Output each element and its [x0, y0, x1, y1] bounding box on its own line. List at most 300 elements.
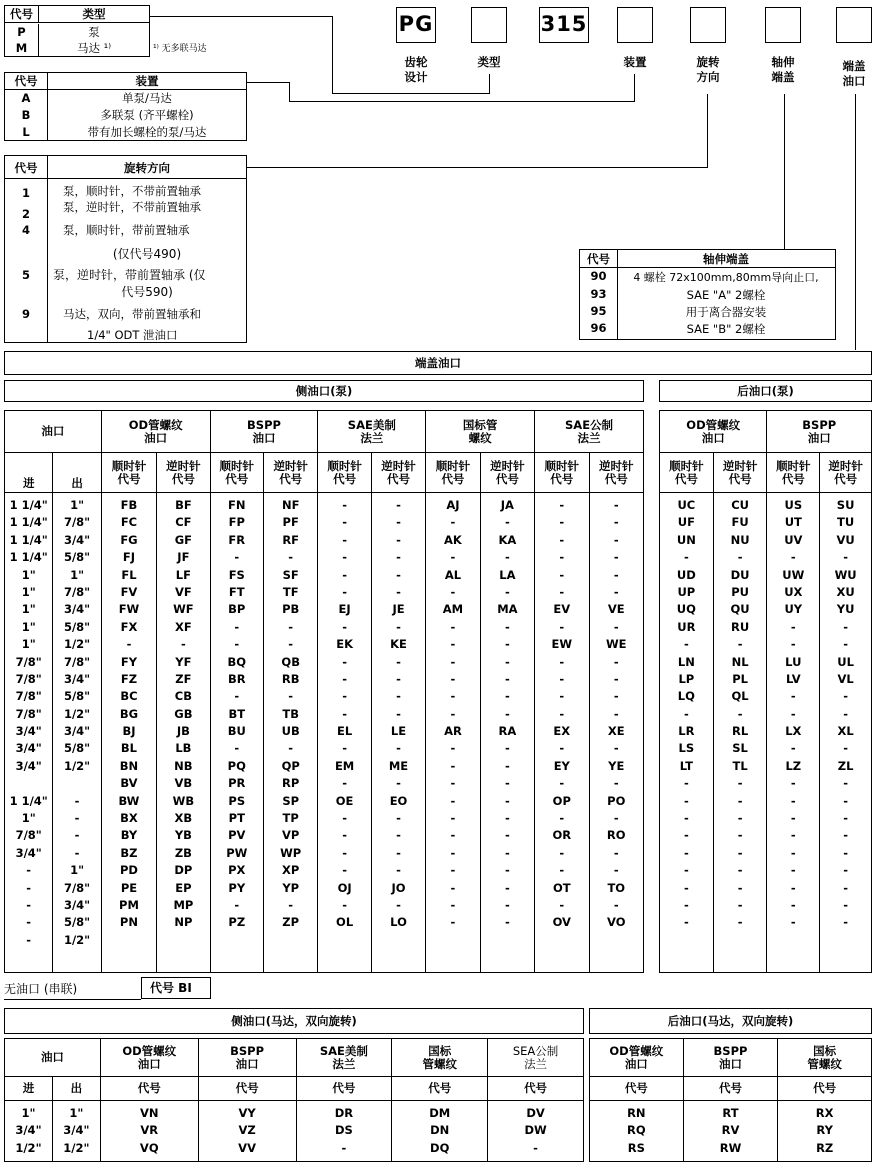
- table-cell: FV: [120, 584, 138, 599]
- rotation-table-code-header: 代号: [14, 161, 38, 175]
- table-cell: LZ: [785, 758, 802, 773]
- shaft-name: SAE "B" 2螺栓: [686, 322, 766, 336]
- table-cell: NL: [731, 654, 749, 669]
- side-port-banner: 侧油口(泵): [4, 380, 644, 402]
- table-cell: -: [450, 741, 456, 756]
- table-cell: -: [26, 915, 32, 930]
- table-cell: -: [342, 550, 347, 565]
- table-cell: PD: [119, 863, 138, 878]
- table-cell: PB: [282, 602, 300, 617]
- table-cell: DM: [429, 1106, 451, 1120]
- pump-col-sae-ccw: [371, 493, 425, 973]
- table-cell: -: [504, 637, 510, 652]
- device-table-name-header: 装置: [48, 73, 247, 90]
- table-cell: ME: [388, 758, 409, 773]
- table-cell: RQ: [627, 1123, 646, 1138]
- ccw-header: 逆时针 代号: [713, 453, 767, 493]
- motor-col-sae: [296, 1101, 392, 1162]
- table-cell: UL: [837, 654, 854, 669]
- table-cell: ZB: [174, 845, 192, 860]
- device-table-code-header: 代号: [14, 74, 38, 88]
- group-header: SAE公制 法兰: [535, 411, 644, 453]
- rotation-desc-cont: (仅代号490): [112, 247, 182, 261]
- shaft-name: 用于离合器安装: [685, 305, 767, 319]
- table-cell: 1 1/4": [9, 793, 48, 808]
- table-cell: UQ: [676, 602, 696, 617]
- motor-group-header: BSPP 油口: [683, 1039, 778, 1077]
- table-cell: EW: [551, 637, 573, 652]
- port-cover-banner: 端盖油口: [4, 351, 872, 375]
- connector-line: [332, 16, 333, 94]
- table-cell: 1": [21, 619, 36, 634]
- table-cell: -: [559, 689, 565, 704]
- type-table: [4, 5, 150, 57]
- type-footnote: ¹⁾ 无多联马达: [153, 44, 207, 54]
- rotation-desc-cont: 1/4" ODT 泄油口: [87, 328, 178, 342]
- pump-col-od-ccw: [157, 493, 210, 973]
- table-cell: FU: [731, 515, 749, 530]
- table-cell: WF: [173, 602, 194, 617]
- type-name: 泵: [39, 24, 150, 40]
- table-cell: OR: [552, 828, 572, 843]
- table-cell: -: [683, 915, 689, 930]
- table-cell: -: [288, 550, 294, 565]
- table-cell: -: [683, 706, 689, 721]
- table-cell: -: [396, 584, 401, 599]
- table-cell: [264, 932, 317, 949]
- shaft-code: 96: [590, 321, 607, 335]
- table-cell: -: [737, 637, 743, 652]
- table-cell: XP: [282, 863, 300, 878]
- table-cell: -: [396, 550, 401, 565]
- table-cell: GF: [174, 532, 193, 547]
- table-cell: -: [737, 706, 743, 721]
- table-cell: -: [396, 828, 401, 843]
- table-cell: -: [342, 689, 347, 704]
- table-cell: QP: [281, 758, 300, 773]
- table-cell: FY: [120, 654, 138, 669]
- table-cell: EM: [334, 758, 355, 773]
- table-cell: -: [342, 567, 347, 582]
- table-cell: -: [613, 689, 619, 704]
- table-cell: -: [504, 828, 510, 843]
- table-cell: -: [234, 897, 240, 912]
- label-type: 类型: [477, 55, 501, 69]
- motor-rear-banner: 后油口(马达，双向旋转): [589, 1008, 872, 1034]
- table-cell: 3/4": [63, 532, 91, 547]
- table-cell: RY: [816, 1123, 833, 1138]
- table-cell: [53, 775, 100, 792]
- table-cell: DP: [174, 863, 193, 878]
- type-code: P: [17, 24, 26, 39]
- table-cell: LE: [390, 724, 407, 739]
- table-cell: 1": [21, 637, 36, 652]
- motor-in-header: 进: [5, 1077, 53, 1101]
- table-cell: JE: [392, 602, 405, 617]
- table-cell: 3/4": [15, 724, 42, 739]
- table-cell: -: [26, 897, 32, 912]
- table-cell: BG: [119, 706, 139, 721]
- table-cell: 3/4": [63, 671, 91, 686]
- table-cell: -: [613, 550, 619, 565]
- motor-port-header: 油口: [5, 1039, 101, 1077]
- table-cell: LX: [785, 724, 802, 739]
- table-cell: -: [342, 654, 347, 669]
- rotation-code: 1: [21, 186, 30, 200]
- table-cell: 1/2": [63, 1140, 90, 1155]
- table-cell: -: [559, 654, 565, 669]
- table-cell: -: [450, 758, 456, 773]
- connector-line: [289, 82, 290, 102]
- table-cell: -: [504, 811, 510, 826]
- table-cell: FB: [120, 498, 138, 512]
- no-port-code: 代号 BI: [141, 977, 211, 999]
- table-cell: VU: [836, 532, 855, 547]
- motor-code-header: 代号: [392, 1077, 488, 1101]
- motor-col-rear-gb: [778, 1101, 872, 1162]
- cw-header: 顺时针 代号: [210, 453, 263, 493]
- table-cell: XU: [836, 584, 855, 599]
- table-cell: 1/2": [63, 637, 91, 652]
- table-cell: LN: [677, 654, 695, 669]
- table-cell: -: [396, 671, 401, 686]
- cw-header: 顺时针 代号: [767, 453, 820, 493]
- label-rotation: 旋转 方向: [696, 55, 720, 84]
- table-cell: JF: [177, 550, 190, 565]
- table-cell: -: [450, 671, 456, 686]
- device-name: 带有加长螺栓的泵/马达: [48, 124, 247, 141]
- code-box-rotation: [690, 7, 726, 43]
- table-cell: EV: [553, 602, 571, 617]
- table-cell: -: [790, 741, 796, 756]
- table-cell: UC: [677, 498, 696, 512]
- table-cell: 1": [21, 602, 36, 617]
- table-cell: RF: [282, 532, 300, 547]
- table-cell: -: [450, 550, 456, 565]
- port-header: 油口: [5, 411, 102, 453]
- table-cell: VE: [607, 602, 625, 617]
- table-cell: 3/4": [63, 897, 91, 912]
- group-header: BSPP 油口: [767, 411, 872, 453]
- pump-col-rear-bspp-ccw: [820, 493, 872, 973]
- table-cell: UR: [677, 619, 696, 634]
- connector-line: [855, 94, 856, 350]
- table-cell: -: [342, 584, 347, 599]
- table-cell: -: [559, 532, 565, 547]
- table-cell: XF: [175, 619, 192, 634]
- motor-group-header: 国标 管螺纹: [778, 1039, 872, 1077]
- table-cell: ZL: [837, 758, 854, 773]
- group-header: 国标管 螺纹: [426, 411, 535, 453]
- connector-line: [289, 101, 635, 102]
- table-cell: -: [342, 845, 347, 860]
- table-cell: -: [843, 550, 848, 565]
- table-cell: -: [450, 637, 456, 652]
- table-cell: VV: [238, 1140, 256, 1155]
- table-cell: -: [790, 706, 796, 721]
- table-cell: SU: [836, 498, 855, 512]
- table-cell: -: [450, 880, 456, 895]
- table-cell: PE: [120, 880, 138, 895]
- table-cell: LV: [785, 671, 801, 686]
- table-cell: -: [559, 550, 565, 565]
- table-cell: UV: [784, 532, 803, 547]
- table-cell: -: [613, 776, 619, 791]
- table-cell: PT: [228, 811, 245, 826]
- pump-col-sae-cw: [318, 493, 371, 973]
- table-cell: -: [396, 567, 401, 582]
- table-cell: -: [559, 498, 565, 512]
- connector-line: [150, 16, 332, 17]
- table-cell: -: [342, 897, 347, 912]
- table-cell: -: [504, 845, 510, 860]
- table-cell: MP: [173, 897, 194, 912]
- table-cell: -: [843, 863, 848, 878]
- table-cell: -: [234, 689, 240, 704]
- shaft-name: SAE "A" 2螺栓: [686, 288, 766, 302]
- table-cell: ZF: [175, 671, 192, 686]
- table-cell: -: [288, 741, 294, 756]
- table-cell: -: [341, 1140, 347, 1155]
- table-cell: VZ: [238, 1123, 256, 1138]
- table-cell: -: [737, 863, 743, 878]
- table-cell: -: [790, 915, 796, 930]
- table-cell: TB: [282, 706, 299, 721]
- table-cell: -: [683, 897, 689, 912]
- table-cell: 5/8": [63, 550, 91, 565]
- table-cell: -: [342, 828, 347, 843]
- connector-line: [247, 167, 708, 168]
- table-cell: -: [396, 776, 401, 791]
- table-cell: -: [180, 637, 186, 652]
- code-box-type: [471, 7, 507, 43]
- type-table-name-header: 类型: [39, 6, 150, 23]
- table-cell: OJ: [337, 880, 352, 895]
- label-port-cover: 端盖 油口: [842, 59, 866, 88]
- group-header: SAE美制 法兰: [318, 411, 426, 453]
- table-cell: -: [234, 637, 240, 652]
- table-cell: -: [737, 828, 743, 843]
- table-cell: -: [396, 863, 401, 878]
- table-cell: FP: [228, 515, 245, 530]
- table-cell: LA: [499, 567, 516, 582]
- table-cell: -: [790, 637, 796, 652]
- shaft-code: 95: [590, 304, 607, 318]
- table-cell: RO: [606, 828, 626, 843]
- shaft-table-name-header: 轴伸端盖: [703, 252, 749, 266]
- table-cell: -: [843, 915, 848, 930]
- table-cell: -: [843, 689, 848, 704]
- table-cell: -: [790, 897, 796, 912]
- table-cell: PU: [731, 584, 749, 599]
- table-cell: WP: [280, 845, 302, 860]
- table-cell: -: [504, 915, 510, 930]
- pump-col-gb-cw: [426, 493, 480, 973]
- table-cell: 1/2": [63, 706, 91, 721]
- table-cell: -: [790, 776, 796, 791]
- table-cell: 7/8": [63, 880, 91, 895]
- table-cell: AL: [444, 567, 462, 582]
- table-cell: -: [843, 828, 848, 843]
- table-cell: -: [737, 793, 743, 808]
- table-cell: -: [504, 584, 510, 599]
- table-cell: -: [234, 550, 240, 565]
- table-cell: -: [504, 671, 510, 686]
- pump-col-rear-od-ccw: [713, 493, 767, 973]
- table-cell: QU: [730, 602, 750, 617]
- motor-code-header: 代号: [590, 1077, 684, 1101]
- table-cell: WU: [834, 567, 857, 582]
- table-cell: -: [288, 897, 294, 912]
- table-cell: -: [342, 498, 347, 512]
- table-cell: NF: [281, 498, 300, 512]
- table-cell: LO: [390, 915, 407, 930]
- table-cell: QL: [731, 689, 749, 704]
- table-cell: -: [790, 863, 796, 878]
- table-cell: BN: [119, 758, 139, 773]
- shaft-name: 4 螺栓 72x100mm,80mm导向止口,: [633, 271, 819, 284]
- table-cell: BL: [120, 741, 137, 756]
- table-cell: -: [450, 654, 456, 669]
- connector-line: [634, 74, 635, 102]
- table-cell: VP: [282, 828, 300, 843]
- table-cell: -: [450, 897, 456, 912]
- table-cell: -: [843, 619, 848, 634]
- table-cell: [590, 932, 644, 949]
- table-cell: -: [396, 619, 401, 634]
- table-cell: -: [396, 654, 401, 669]
- table-cell: -: [396, 741, 401, 756]
- table-cell: UW: [782, 567, 805, 582]
- table-cell: 7/8": [15, 706, 42, 721]
- label-gear-design: 齿轮 设计: [404, 55, 428, 84]
- table-cell: -: [504, 776, 510, 791]
- table-cell: LU: [785, 654, 802, 669]
- table-cell: 1": [69, 1106, 84, 1120]
- table-cell: [714, 932, 767, 949]
- table-cell: VF: [174, 584, 192, 599]
- table-cell: ZP: [282, 915, 300, 930]
- pump-col-saem-cw: [535, 493, 589, 973]
- table-cell: FC: [120, 515, 138, 530]
- table-cell: EJ: [338, 602, 351, 617]
- table-cell: 1": [21, 567, 36, 582]
- table-cell: JO: [391, 880, 406, 895]
- table-cell: -: [450, 706, 456, 721]
- table-cell: -: [843, 793, 848, 808]
- table-cell: 1": [70, 863, 85, 878]
- table-cell: LB: [175, 741, 192, 756]
- table-cell: -: [504, 706, 510, 721]
- table-cell: 5/8": [63, 689, 91, 704]
- table-cell: FT: [228, 584, 245, 599]
- table-cell: -: [613, 567, 619, 582]
- table-cell: -: [74, 828, 80, 843]
- table-cell: -: [559, 584, 565, 599]
- table-cell: YB: [174, 828, 192, 843]
- table-cell: OP: [552, 793, 571, 808]
- table-cell: WB: [172, 793, 195, 808]
- rotation-desc-cont: 代号590): [121, 285, 173, 299]
- table-cell: -: [737, 915, 743, 930]
- table-cell: EY: [553, 758, 570, 773]
- motor-code-header: 代号: [488, 1077, 584, 1101]
- table-cell: -: [74, 793, 80, 808]
- table-cell: 1": [21, 584, 36, 599]
- code-box-device: [617, 7, 653, 43]
- table-cell: [660, 932, 713, 949]
- cw-header: 顺时针 代号: [318, 453, 371, 493]
- table-cell: -: [559, 671, 565, 686]
- table-cell: SF: [282, 567, 299, 582]
- device-name: 单泵/马达: [48, 90, 247, 107]
- table-cell: -: [843, 811, 848, 826]
- table-cell: -: [234, 619, 240, 634]
- ccw-header: 逆时针 代号: [480, 453, 534, 493]
- table-cell: -: [843, 845, 848, 860]
- table-cell: AK: [444, 532, 462, 547]
- table-cell: [5, 775, 52, 792]
- connector-line: [332, 93, 490, 94]
- table-cell: UF: [677, 515, 695, 530]
- table-cell: VB: [174, 776, 193, 791]
- table-cell: YF: [175, 654, 192, 669]
- motor-col-out: [52, 1101, 100, 1162]
- table-cell: -: [843, 776, 848, 791]
- table-cell: 1 1/4": [9, 550, 48, 565]
- table-cell: -: [533, 1140, 538, 1155]
- motor-code-header: 代号: [100, 1077, 198, 1101]
- device-name: 多联泵 (齐平螺栓): [48, 107, 247, 124]
- table-cell: FS: [228, 567, 245, 582]
- motor-col-rear-od: [590, 1101, 684, 1162]
- table-cell: FW: [118, 602, 140, 617]
- table-cell: DR: [334, 1106, 354, 1120]
- motor-col-saem: [488, 1101, 584, 1162]
- table-cell: DW: [524, 1123, 547, 1138]
- table-cell: LS: [678, 741, 695, 756]
- rotation-desc: 泵，逆时针，不带前置轴承: [63, 200, 201, 214]
- table-cell: TP: [282, 811, 299, 826]
- cw-header: 顺时针 代号: [535, 453, 589, 493]
- table-cell: -: [26, 863, 32, 878]
- motor-code-header: 代号: [296, 1077, 392, 1101]
- table-cell: [372, 932, 425, 949]
- table-cell: -: [504, 619, 510, 634]
- table-cell: -: [504, 897, 510, 912]
- table-cell: DU: [730, 567, 750, 582]
- ccw-header: 逆时针 代号: [589, 453, 644, 493]
- table-cell: -: [790, 550, 796, 565]
- table-cell: OE: [335, 793, 354, 808]
- device-code: L: [22, 124, 30, 139]
- table-cell: PF: [282, 515, 299, 530]
- table-cell: VY: [238, 1106, 256, 1120]
- motor-col-in: [5, 1101, 53, 1162]
- table-cell: CU: [731, 498, 749, 512]
- motor-side-table: [4, 1038, 584, 1162]
- table-cell: 3/4": [63, 724, 91, 739]
- connector-line: [247, 82, 289, 83]
- table-cell: -: [843, 706, 848, 721]
- device-code: B: [21, 108, 31, 122]
- motor-group-header: SEA公制 法兰: [488, 1039, 584, 1077]
- table-cell: RU: [730, 619, 750, 634]
- table-cell: -: [396, 811, 401, 826]
- table-cell: -: [342, 515, 347, 530]
- table-cell: -: [559, 619, 565, 634]
- pump-col-in: [5, 493, 53, 973]
